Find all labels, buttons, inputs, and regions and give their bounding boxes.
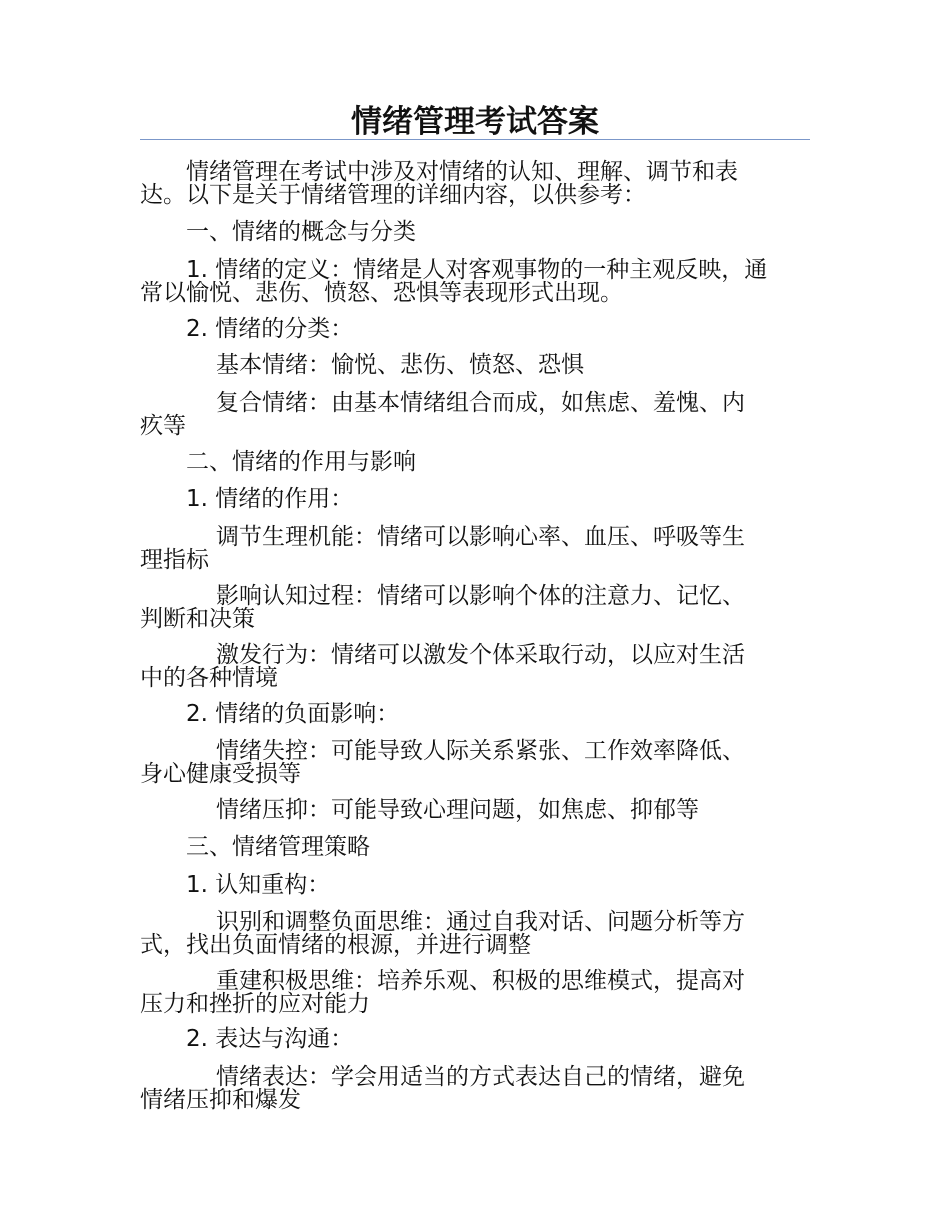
subheading-classification: [140, 318, 812, 341]
paragraph-line: 1. 情绪的定义：情绪是人对客观事物的一种主观反映，通: [186, 257, 768, 283]
paragraph-line: 情绪管理在考试中涉及对情绪的认知、理解、调节和表: [186, 159, 738, 185]
paragraph-line: 中的各种情境: [140, 665, 278, 691]
list-item: [140, 644, 812, 690]
list-item: [140, 970, 812, 1016]
paragraph-line: 2. 表达与沟通：: [186, 1026, 354, 1052]
subheading-expression: [140, 1028, 812, 1051]
list-item: [140, 799, 812, 822]
paragraph-intro: [140, 161, 812, 207]
section-heading-1: [140, 221, 812, 244]
paragraph-line: 一、情绪的概念与分类: [186, 219, 416, 245]
paragraph-line: 情绪压抑：可能导致心理问题，如焦虑、抑郁等: [216, 797, 699, 823]
paragraph-line: 情绪失控：可能导致人际关系紧张、工作效率降低、: [216, 738, 745, 764]
paragraph-line: 调节生理机能：情绪可以影响心率、血压、呼吸等生: [216, 524, 745, 550]
paragraph-line: 影响认知过程：情绪可以影响个体的注意力、记忆、: [216, 583, 745, 609]
subheading-function: [140, 488, 812, 511]
paragraph-line: 达。以下是关于情绪管理的详细内容，以供参考：: [140, 182, 646, 208]
list-item: [140, 1066, 812, 1112]
paragraph-line: 身心健康受损等: [140, 761, 301, 787]
paragraph-line: 重建积极思维：培养乐观、积极的思维模式，提高对: [216, 968, 745, 994]
title-underline: [140, 139, 810, 140]
list-item: [140, 354, 812, 377]
list-item: [140, 911, 812, 957]
paragraph-line: 疚等: [140, 413, 186, 439]
section-heading-3: [140, 836, 812, 859]
paragraph-line: 常以愉悦、悲伤、愤怒、恐惧等表现形式出现。: [140, 280, 623, 306]
list-item: [140, 740, 812, 786]
subheading-negative-impact: [140, 703, 812, 726]
document-title: 情绪管理考试答案: [351, 104, 599, 140]
list-item: [140, 585, 812, 631]
list-item: [140, 526, 812, 572]
paragraph-line: 基本情绪：愉悦、悲伤、愤怒、恐惧: [216, 352, 584, 378]
paragraph-line: 识别和调整负面思维：通过自我对话、问题分析等方: [216, 909, 745, 935]
paragraph-line: 1. 认知重构：: [186, 872, 331, 898]
paragraph-line: 复合情绪：由基本情绪组合而成，如焦虑、羞愧、内: [216, 390, 745, 416]
paragraph-line: 二、情绪的作用与影响: [186, 449, 416, 475]
paragraph-line: 1. 情绪的作用：: [186, 486, 354, 512]
list-item: [140, 392, 812, 438]
paragraph-line: 情绪表达：学会用适当的方式表达自己的情绪，避免: [216, 1064, 745, 1090]
paragraph-line: 2. 情绪的负面影响：: [186, 701, 400, 727]
paragraph-line: 式，找出负面情绪的根源，并进行调整: [140, 932, 531, 958]
paragraph-definition: [140, 259, 812, 305]
paragraph-line: 三、情绪管理策略: [186, 834, 370, 860]
paragraph-line: 激发行为：情绪可以激发个体采取行动，以应对生活: [216, 642, 745, 668]
paragraph-line: 判断和决策: [140, 606, 255, 632]
section-heading-2: [140, 451, 812, 474]
paragraph-line: 情绪压抑和爆发: [140, 1087, 301, 1113]
subheading-cognitive: [140, 874, 812, 897]
paragraph-line: 理指标: [140, 547, 209, 573]
paragraph-line: 压力和挫折的应对能力: [140, 991, 370, 1017]
paragraph-line: 2. 情绪的分类：: [186, 316, 354, 342]
